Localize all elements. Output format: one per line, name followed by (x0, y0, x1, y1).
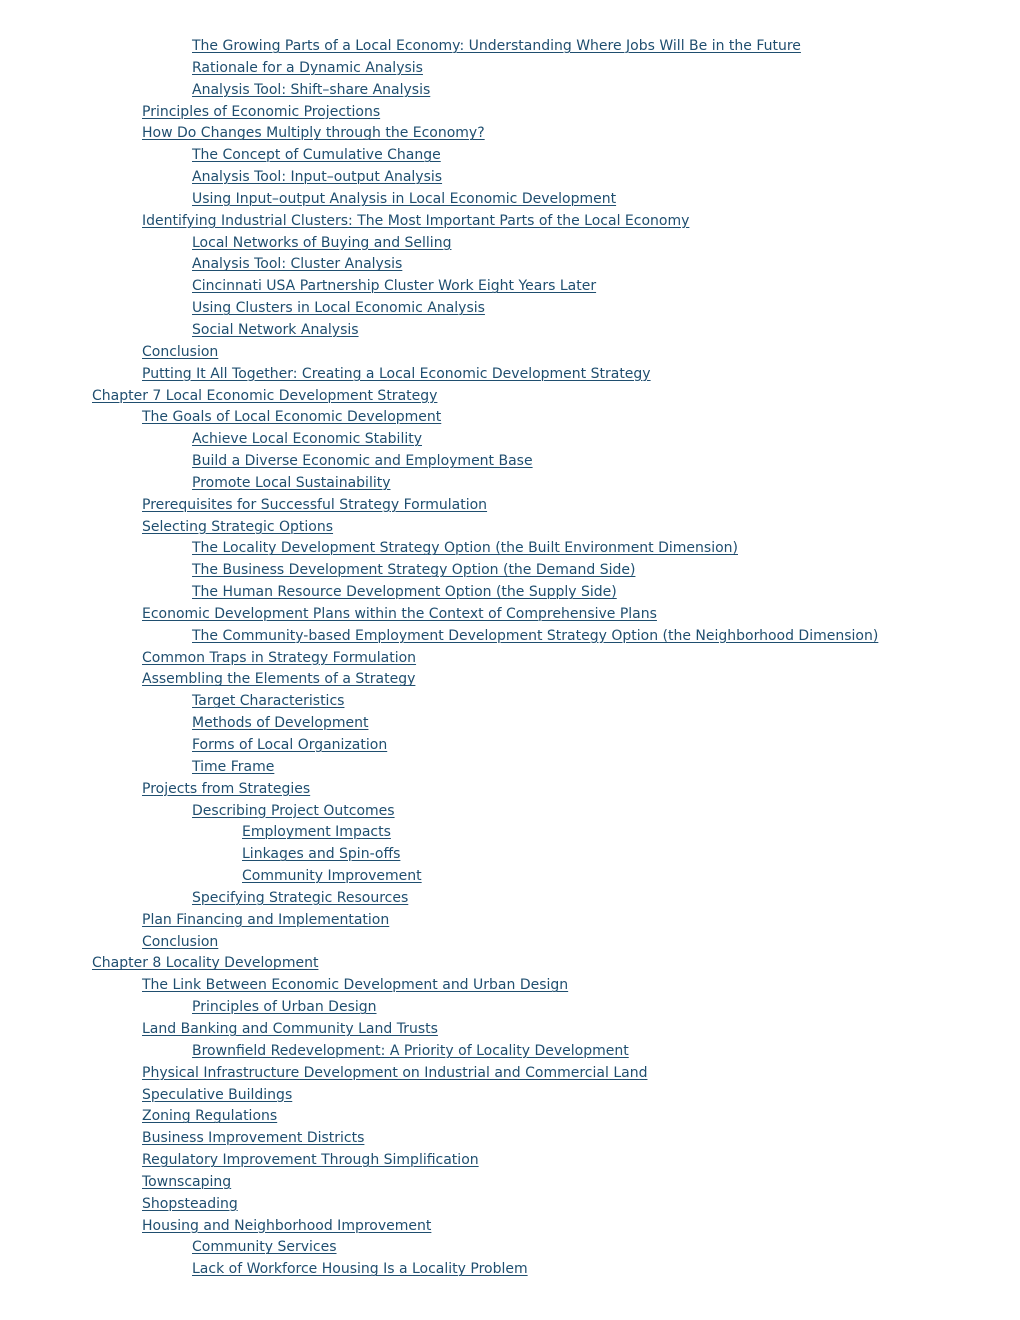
toc-section-link[interactable]: Housing and Neighborhood Improvement (142, 1217, 432, 1234)
toc-section-link[interactable]: Employment Impacts (242, 824, 391, 841)
toc-section-link[interactable]: Speculative Buildings (142, 1086, 293, 1103)
toc-entry (0, 473, 1020, 495)
toc-entry (0, 58, 1020, 80)
toc-entry (0, 429, 1020, 451)
toc-entry (0, 80, 1020, 102)
toc-section-link[interactable]: The Community-based Employment Development Strategy Option (the Neighborhood Dimension) (192, 627, 879, 644)
toc-entry (0, 1216, 1020, 1238)
toc-entry (0, 211, 1020, 233)
toc-entry (0, 407, 1020, 429)
toc-entry (0, 582, 1020, 604)
toc-entry (0, 538, 1020, 560)
toc-section-link[interactable]: Physical Infrastructure Development on Industrial and Commercial Land (142, 1064, 648, 1081)
toc-section-link[interactable]: Common Traps in Strategy Formulation (142, 649, 417, 666)
toc-entry (0, 517, 1020, 539)
toc-entry (0, 145, 1020, 167)
toc-section-link[interactable]: The Goals of Local Economic Development (142, 409, 442, 426)
toc-section-link[interactable]: Forms of Local Organization (192, 737, 388, 753)
toc-entry (0, 669, 1020, 691)
toc-entry (0, 36, 1020, 58)
toc-entry (0, 713, 1020, 735)
toc-entry (0, 953, 1020, 975)
toc-section-link[interactable]: How Do Changes Multiply through the Economy? (142, 125, 485, 142)
toc-entry (0, 451, 1020, 473)
toc-entry (0, 626, 1020, 648)
toc-section-link[interactable]: Time Frame (192, 758, 275, 775)
toc-section-link[interactable]: Linkages and Spin-offs (242, 846, 401, 863)
toc-entry (0, 757, 1020, 779)
toc-entry (0, 1019, 1020, 1041)
toc-entry (0, 932, 1020, 954)
toc-section-link[interactable]: Prerequisites for Successful Strategy Formulation (142, 496, 488, 513)
toc-section-link[interactable]: Townscaping (142, 1173, 232, 1190)
toc-section-link[interactable]: Conclusion (142, 933, 219, 950)
toc-section-link[interactable]: Economic Development Plans within the Context of Comprehensive Plans (142, 605, 657, 622)
toc-section-link[interactable]: Achieve Local Economic Stability (192, 431, 422, 448)
toc-entry (0, 735, 1020, 757)
toc-section-link[interactable]: The Locality Development Strategy Option (the Built Environment Dimension) (192, 540, 738, 557)
toc-entry (0, 779, 1020, 801)
toc-section-link[interactable]: The Growing Parts of a Local Economy: Understanding Where Jobs Will Be in the Future (192, 38, 801, 54)
toc-section-link[interactable]: Brownfield Redevelopment: A Priority of Locality Development (192, 1042, 629, 1059)
toc-section-link[interactable]: Community Improvement (242, 868, 422, 885)
toc-entry (0, 1150, 1020, 1172)
toc-section-link[interactable]: Rationale for a Dynamic Analysis (192, 59, 423, 76)
toc-section-link[interactable]: Putting It All Together: Creating a Local Economic Development Strategy (142, 365, 651, 382)
toc-entry (0, 495, 1020, 517)
toc-chapter-link[interactable]: Chapter 8 Locality Development (92, 955, 319, 972)
toc-entry (0, 910, 1020, 932)
toc-section-link[interactable]: Land Banking and Community Land Trusts (142, 1020, 438, 1037)
toc-section-link[interactable]: Selecting Strategic Options (142, 518, 334, 535)
toc-section-link[interactable]: Analysis Tool: Cluster Analysis (192, 256, 403, 273)
toc-entry (0, 888, 1020, 910)
toc-section-link[interactable]: Principles of Economic Projections (142, 103, 381, 120)
toc-section-link[interactable]: The Human Resource Development Option (the Supply Side) (192, 584, 617, 601)
toc-entry (0, 1063, 1020, 1085)
toc-section-link[interactable]: Community Services (192, 1239, 337, 1256)
toc-entry (0, 1259, 1020, 1281)
toc-section-link[interactable]: Zoning Regulations (142, 1108, 278, 1125)
toc-entry (0, 364, 1020, 386)
toc-entry (0, 801, 1020, 823)
toc-section-link[interactable]: Principles of Urban Design (192, 999, 377, 1016)
toc-section-link[interactable]: Using Input–output Analysis in Local Economic Development (192, 190, 617, 207)
toc-entry (0, 320, 1020, 342)
toc-section-link[interactable]: Identifying Industrial Clusters: The Most Important Parts of the Local Economy (142, 212, 690, 229)
toc-entry (0, 604, 1020, 626)
toc-section-link[interactable]: Methods of Development (192, 715, 369, 732)
toc-section-link[interactable]: Target Characteristics (192, 693, 345, 710)
toc-entry (0, 866, 1020, 888)
toc-section-link[interactable]: Analysis Tool: Shift–share Analysis (192, 81, 431, 98)
toc-entry (0, 386, 1020, 408)
toc-entry (0, 276, 1020, 298)
toc-entry (0, 975, 1020, 997)
toc-entry (0, 189, 1020, 211)
toc-entry (0, 342, 1020, 364)
toc-section-link[interactable]: The Concept of Cumulative Change (192, 147, 441, 164)
toc-section-link[interactable]: Projects from Strategies (142, 780, 311, 797)
toc-entry (0, 1085, 1020, 1107)
toc-section-link[interactable]: Business Improvement Districts (142, 1130, 365, 1147)
toc-entry (0, 1172, 1020, 1194)
toc-section-link[interactable]: Cincinnati USA Partnership Cluster Work Eight Years Later (192, 278, 597, 295)
toc-entry (0, 997, 1020, 1019)
toc-section-link[interactable]: Specifying Strategic Resources (192, 889, 409, 906)
toc-section-link[interactable]: Local Networks of Buying and Selling (192, 234, 452, 251)
toc-section-link[interactable]: Conclusion (142, 343, 219, 360)
toc-entry (0, 123, 1020, 145)
toc-entry (0, 233, 1020, 255)
table-of-contents (0, 36, 1020, 1281)
toc-section-link[interactable]: Assembling the Elements of a Strategy (142, 671, 416, 688)
toc-entry (0, 298, 1020, 320)
toc-section-link[interactable]: Plan Financing and Implementation (142, 911, 390, 928)
toc-section-link[interactable]: Analysis Tool: Input–output Analysis (192, 169, 443, 186)
toc-entry (0, 254, 1020, 276)
toc-chapter-link[interactable]: Chapter 7 Local Economic Development Strategy (92, 387, 438, 404)
toc-section-link[interactable]: The Business Development Strategy Option (the Demand Side) (192, 562, 636, 579)
toc-entry (0, 1128, 1020, 1150)
toc-entry (0, 691, 1020, 713)
toc-entry (0, 648, 1020, 670)
toc-entry (0, 844, 1020, 866)
toc-section-link[interactable]: Promote Local Sustainability (192, 474, 391, 491)
toc-section-link[interactable]: Lack of Workforce Housing Is a Locality Problem (192, 1261, 528, 1278)
toc-entry (0, 1106, 1020, 1128)
toc-section-link[interactable]: Using Clusters in Local Economic Analysis (192, 300, 485, 317)
toc-section-link[interactable]: The Link Between Economic Development and Urban Design (142, 977, 569, 994)
toc-section-link[interactable]: Describing Project Outcomes (192, 802, 395, 819)
toc-entry (0, 1041, 1020, 1063)
toc-entry (0, 1237, 1020, 1259)
toc-entry (0, 822, 1020, 844)
toc-section-link[interactable]: Social Network Analysis (192, 321, 359, 338)
toc-section-link[interactable]: Build a Diverse Economic and Employment Base (192, 453, 533, 470)
toc-entry (0, 167, 1020, 189)
toc-entry (0, 1194, 1020, 1216)
toc-entry (0, 560, 1020, 582)
toc-section-link[interactable]: Shopsteading (142, 1195, 238, 1212)
toc-entry (0, 102, 1020, 124)
toc-section-link[interactable]: Regulatory Improvement Through Simplification (142, 1152, 479, 1169)
